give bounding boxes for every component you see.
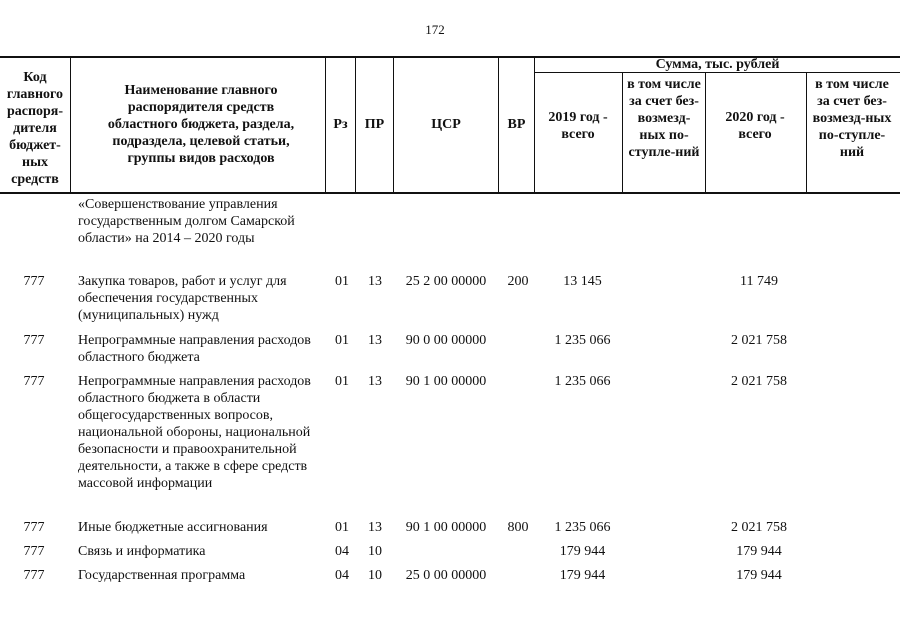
- header-2020-total: 2020 год - всего: [725, 110, 785, 142]
- cell-code: 777: [23, 333, 45, 348]
- cell-name: Непрограммные направления расходов областного бюджета: [78, 333, 311, 365]
- cell-vr: 200: [507, 274, 529, 289]
- header-divider: [70, 56, 71, 193]
- cell-name: «Совершенствование управления государственным долгом Самарской области» на 2014 – 2020 годы: [78, 197, 295, 246]
- cell-rz: 04: [335, 544, 349, 559]
- cell-code: 777: [23, 374, 45, 389]
- header-vr: ВР: [507, 116, 526, 132]
- cell-sum-2020: 11 749: [740, 274, 778, 289]
- cell-pr: 13: [368, 520, 382, 535]
- cell-csr: 90 1 00 00000: [405, 374, 487, 389]
- header-code: Код главного распоря-дителя бюджет-ных средств: [6, 69, 64, 187]
- cell-name: Государственная программа: [78, 568, 246, 583]
- cell-sum-2019: 1 235 066: [554, 520, 611, 535]
- cell-name: Непрограммные направления расходов областного бюджета в области общегосударственных вопросов, национальной обороны, национальной безопасности и правоохранительной деятельности, а также в сфере средств массовой информации: [78, 374, 311, 491]
- cell-pr: 10: [368, 544, 382, 559]
- cell-csr: 25 2 00 00000: [405, 274, 487, 289]
- cell-code: 777: [23, 274, 45, 289]
- header-name: Наименование главного распорядителя средств областного бюджета, раздела, подраздела, целевой статьи, группы видов расходов: [107, 82, 295, 166]
- cell-sum-2019: 1 235 066: [554, 333, 611, 348]
- cell-sum-2019: 1 235 066: [554, 374, 611, 389]
- cell-code: 777: [23, 544, 45, 559]
- cell-sum-2020: 179 944: [736, 568, 782, 583]
- cell-name: Связь и информатика: [78, 544, 206, 559]
- cell-rz: 04: [335, 568, 349, 583]
- header-divider: [534, 56, 535, 193]
- cell-vr: 800: [507, 520, 529, 535]
- header-bottom-rule: [0, 192, 900, 194]
- header-2019-free: в том числе за счет без-возмезд-ных по-ступле-ний: [627, 77, 701, 160]
- page-number: 172: [425, 22, 445, 37]
- cell-sum-2020: 2 021 758: [731, 374, 787, 389]
- table-header: [0, 56, 905, 194]
- cell-pr: 13: [368, 374, 382, 389]
- cell-pr: 13: [368, 274, 382, 289]
- header-pr: ПР: [364, 116, 385, 132]
- header-sum: Сумма, тыс. рублей: [655, 56, 780, 72]
- cell-rz: 01: [335, 374, 349, 389]
- cell-rz: 01: [335, 333, 349, 348]
- cell-name: Иные бюджетные ассигнования: [78, 520, 268, 535]
- cell-csr: 90 1 00 00000: [405, 520, 487, 535]
- header-rz: Рз: [333, 116, 348, 132]
- cell-sum-2019: 179 944: [559, 544, 606, 559]
- cell-sum-2020: 179 944: [736, 544, 782, 559]
- cell-csr: 90 0 00 00000: [405, 333, 487, 348]
- cell-code: 777: [23, 520, 45, 535]
- header-divider: [806, 73, 807, 193]
- cell-code: 777: [23, 568, 45, 583]
- cell-name: Закупка товаров, работ и услуг для обеспечения государственных (муниципальных) нужд: [78, 274, 287, 323]
- header-divider: [705, 73, 706, 193]
- cell-sum-2020: 2 021 758: [731, 520, 787, 535]
- header-2020-free: в том числе за счет без-возмезд-ных по-ступле-ний: [812, 77, 892, 160]
- header-divider: [622, 73, 623, 193]
- header-csr: ЦСР: [431, 116, 461, 132]
- cell-sum-2019: 179 944: [559, 568, 606, 583]
- header-2019-total: 2019 год - всего: [548, 110, 608, 142]
- cell-pr: 10: [368, 568, 382, 583]
- cell-rz: 01: [335, 274, 349, 289]
- cell-rz: 01: [335, 520, 349, 535]
- cell-csr: 25 0 00 00000: [405, 568, 487, 583]
- cell-sum-2020: 2 021 758: [731, 333, 787, 348]
- cell-pr: 13: [368, 333, 382, 348]
- cell-sum-2019: 13 145: [563, 274, 602, 289]
